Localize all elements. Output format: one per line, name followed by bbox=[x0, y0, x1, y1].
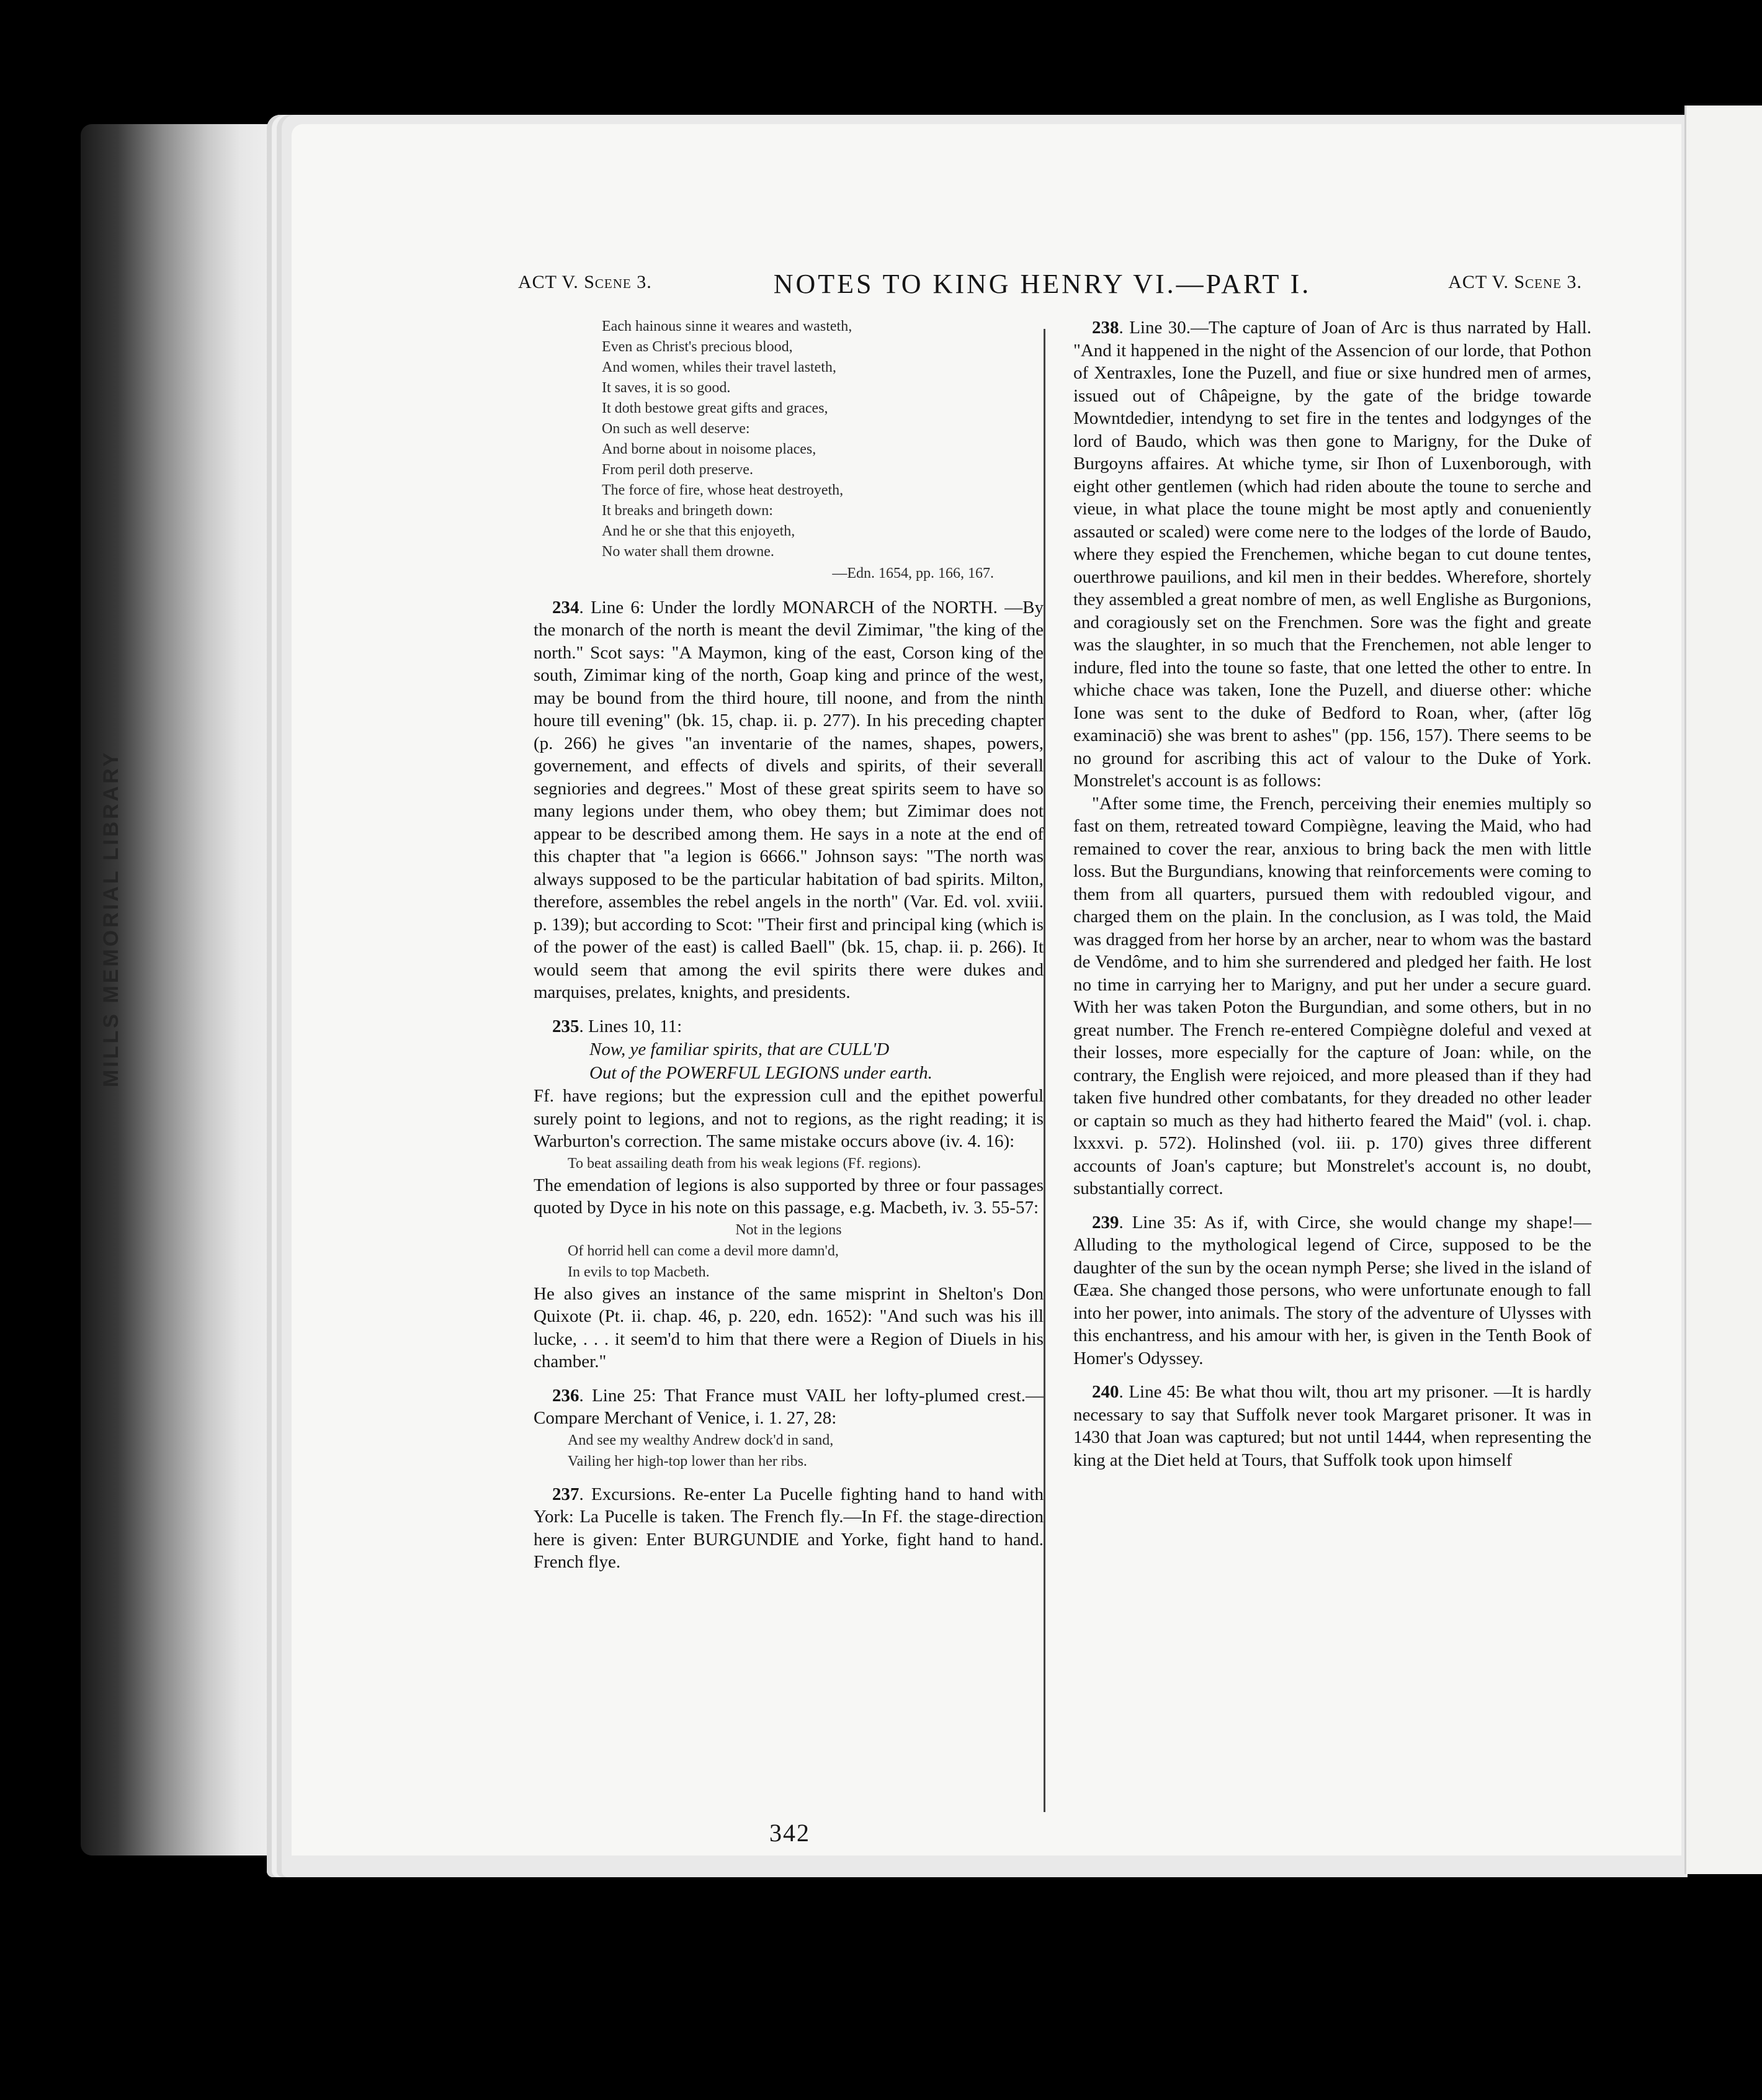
note-text: Line 35: As if, with Circe, she would change my shape!—Alluding to the mythological legend of Circe, supposed to be the daughter of the sun by the ocean nymph Perse; she lived in the island of Œæa. She changed those persons, who were unfortunate enough to fall into her power, into animals. The story of the adventure of Ulysses with this enchantress, and his amour with her, is given in the Tenth Book of Homer's Odyssey. bbox=[1073, 1212, 1592, 1368]
cited-line: In evils to top Macbeth. bbox=[568, 1263, 710, 1280]
note-number: 234 bbox=[552, 597, 579, 617]
header-act-scene-right: ACT V. Scene 3. bbox=[1448, 272, 1582, 292]
verse-line: It saves, it is so good. bbox=[602, 380, 731, 396]
note-235: 235. Lines 10, 11: Now, ye familiar spirits, that are CULL'D Out of the POWERFUL LEGIONS under earth. Ff. have regions; but the expression cull and the epithet powerful surely point to legions, and not to regions, as the right reading; it is Warburton's correction. The same mistake occurs above (iv. 4. 16): To beat assailing death from his weak legions (Ff. regions). The emendation of legions is also supported by three or four passages quoted by Dyce in his note on this passage, e.g. Macbeth, iv. 3. 55-57: Not in the legions Of horrid hell can come a devil more damn'd, In evils to top Macbeth. He also gives an instance of the same misprint in Shelton's Don Quixote (Pt. ii. chap. 46, p. 220, edn. 1652): "And such was his ill lucke, . . . it seem'd to him that there were a Region of Diuels in his chamber." bbox=[534, 1015, 1044, 1373]
note-238: 238. Line 30.—The capture of Joan of Arc is thus narrated by Hall. "And it happened in the night of the Assencion of our lorde, that Pothon of Xentraxles, Ione the Puzell, and fiue or sixe hundred men of armes, issued out of Châpeigne, by the gate of the bridge towarde Mowntdedier, intendyng to set fire in the tentes and lodgynges of the lord of Baudo, which was then gone to Marigny, for the Duke of Burgoyns affaires. At whiche tyme, sir Ihon of Luxenborough, with eight other gentlemen (which had riden aboute the toune to serche and vieue, in what place the toune might be most aptly and conueniently assauted or scaled) were come nere to the lodges of the lorde of Baudo, where they espied the Frenchemen, whiche began to cut doune tentes, ouerthrowe pauilions, and kil men in their beddes. Wherefore, shortely they assembled a great nombre of men, as well Englishe as Burgonions, and coragiously set on the Frenchmen. Sore was the fight and greate was the slaughter, in so much that the Frenchemen, not able lenger to indure, fled into the toune so faste, that one letted the other to entre. In whiche chace was taken, Ione the Puzell, and diuerse other: whiche Ione was sent to the duke of Bedford to Roan, wher, (after lōg examinaciō) she was brent to ashes" (pp. 156, 157). There seems to be no ground for ascribing this act of valour to the Duke of York. Monstrelet's account is as follows: "After some time, the French, perceiving their enemies multiply so fast on them, retreated toward Compiègne, leaving the Maid, who had remained to cover the rear, anxious to bring back the men with little loss. But the Burgundians, knowing that reinforcements were coming to them from all quarters, pursued them with redoubled vigour, and charged them on the plain. In the conclusion, as I was told, the Maid was dragged from her horse by an archer, near to whom was the bastard de Vendôme, and to him she surrendered and pledged her faith. He lost no time in carrying her to Marigny, and put her under a secure guard. With her was taken Poton the Burgundian, and some others, but in no great number. The French re-entered Compiègne doleful and vexed at their losses, more especially for the capture of Joan: while, on the contrary, the English were rejoiced, and more pleased than if they had taken five hundred other combatants, for they dreaded no other leader or captain so much as they had hitherto feared the Maid" (vol. i. chap. lxxxvi. p. 572). Holinshed (vol. iii. p. 170) gives three different accounts of Joan's capture; but Monstrelet's account is, no doubt, substantially correct. bbox=[1073, 316, 1591, 1200]
verse-line: And borne about in noisome places, bbox=[602, 441, 816, 457]
verse-line: Each hainous sinne it weares and wasteth, bbox=[602, 318, 852, 334]
note-text: Lines 10, 11: bbox=[588, 1016, 682, 1036]
note-number: 236 bbox=[552, 1385, 579, 1406]
verse-line: Even as Christ's precious blood, bbox=[602, 339, 793, 355]
note-237: 237. Excursions. Re-enter La Pucelle fighting hand to hand with York: La Pucelle is taken. The French fly.—In Ff. the stage-direction here is given: Enter BURGUNDIE and Yorke, fight hand to hand. French flye. bbox=[534, 1484, 1044, 1572]
cited-line: Vailing her high-top lower than her ribs. bbox=[568, 1453, 807, 1470]
verse-line: And he or she that this enjoyeth, bbox=[602, 523, 795, 539]
note-240: 240. Line 45: Be what thou wilt, thou art my prisoner. —It is hardly necessary to say that Suffolk never took Margaret prisoner. It was in 1430 that Joan was captured; but not until 1444, when representing the king at the Diet held at Tours, that Suffolk took upon himself bbox=[1073, 1382, 1591, 1470]
note-number: 240 bbox=[1092, 1382, 1119, 1402]
right-column bbox=[1073, 316, 1591, 1471]
note-text: Line 25: That France must VAIL her lofty-plumed crest.—Compare Merchant of Venice, i. 1. 27, 28: bbox=[534, 1385, 1044, 1428]
verse-line: The force of fire, whose heat destroyeth, bbox=[602, 482, 844, 498]
header-act-scene-left: ACT V. Scene 3. bbox=[518, 272, 652, 292]
facing-page-edge bbox=[1684, 105, 1762, 1874]
note-text: Excursions. Re-enter La Pucelle fighting hand to hand with York: La Pucelle is taken. The French fly.—In Ff. the stage-direction here is given: Enter BURGUNDIE and Yorke, fight hand to hand. French flye. bbox=[534, 1484, 1044, 1572]
note-number: 238 bbox=[1092, 318, 1119, 338]
note-text: Line 45: Be what thou wilt, thou art my prisoner. —It is hardly necessary to say that Suffolk never took Margaret prisoner. It was in 1430 that Joan was captured; but not until 1444, when representing the king at the Diet held at Tours, that Suffolk took upon himself bbox=[1073, 1382, 1591, 1470]
page-number: 342 bbox=[769, 1819, 810, 1847]
verse-line: From peril doth preserve. bbox=[602, 462, 753, 478]
verse-line: It breaks and bringeth down: bbox=[602, 503, 773, 519]
note-236: 236. Line 25: That France must VAIL her lofty-plumed crest.—Compare Merchant of Venice, i. 1. 27, 28: And see my wealthy Andrew dock'd in sand, Vailing her high-top lower than her ribs. bbox=[534, 1384, 1044, 1472]
cited-line: And see my wealthy Andrew dock'd in sand, bbox=[568, 1432, 834, 1448]
note-text: He also gives an instance of the same misprint in Shelton's Don Quixote (Pt. ii. chap. 46, p. 220, edn. 1652): "And such was his ill lucke, . . . it seem'd to him that there were a Region of Diuels in his chamber." bbox=[534, 1283, 1044, 1371]
verse-line: It doth bestowe great gifts and graces, bbox=[602, 400, 828, 416]
cited-line: To beat assailing death from his weak legions (Ff. regions). bbox=[568, 1155, 921, 1172]
left-column bbox=[534, 316, 1044, 1574]
note-text: Line 30.—The capture of Joan of Arc is thus narrated by Hall. "And it happened in the night of the Assencion of our lorde, that Pothon of Xentraxles, Ione the Puzell, and fiue or sixe hundred men of armes, issued out of Châpeigne, by the gate of the bridge towarde Mowntdedier, intendyng to set fire in the tentes and lodgynges of the lord of Baudo, which was then gone to Marigny, for the Duke of Burgoyns affaires. At whiche tyme, sir Ihon of Luxenborough, with eight other gentlemen (which had riden aboute the toune to serche and vieue, in what place the toune might be most aptly and conueniently assauted or scaled) were come nere to the lodges of the lorde of Baudo, where they espied the Frenchemen, whiche began to cut doune tentes, ouerthrowe pauilions, and kil men in their beddes. Wherefore, shortely they assembled a great nombre of men, as well Englishe as Burgonions, and coragiously set on the Frenchmen. Sore was the fight and greate was the slaughter, in so much that the Frenchemen, not able lenger to indure, fled into the toune so faste, that one letted the other to entre. In whiche chace was taken, Ione the Puzell, and diuerse other: whiche Ione was sent to the duke of Bedford to Roan, wher, (after lōg examinaciō) she was brent to ashes" (pp. 156, 157). There seems to be no ground for ascribing this act of valour to the Duke of York. Monstrelet's account is as follows: bbox=[1073, 318, 1591, 791]
note-quotation: "After some time, the French, perceiving their enemies multiply so fast on them, retreated toward Compiègne, leaving the Maid, who had remained to cover the rear, anxious to bring back the men with little loss. But the Burgundians, knowing that reinforcements were coming to them from all quarters, pursued them with redoubled vigour, and charged them on the plain. In the conclusion, as I was told, the Maid was dragged from her horse by an archer, near to whom was the bastard de Vendôme, and to him she surrendered and pledged her faith. He lost no time in carrying her to Marigny, and put her under a secure guard. With her was taken Poton the Burgundian, and some others, but in no great number. The French re-entered Compiègne doleful and vexed at their losses, more especially for the capture of Joan: while, on the contrary, the English were rejoiced, and more pleased than if they had taken five hundred other combatants, for they dreaded no other leader or captain so much as they had hitherto feared the Maid" (vol. i. chap. lxxxvi. p. 572). Holinshed (vol. iii. p. 170) gives three different accounts of Joan's capture; but Monstrelet's account is, no doubt, substantially correct. bbox=[1073, 793, 1591, 1198]
note-number: 235 bbox=[552, 1016, 579, 1036]
note-239: 239. Line 35: As if, with Circe, she would change my shape!—Alluding to the mythological legend of Circe, supposed to be the daughter of the sun by the ocean nymph Perse; she lived in the island of Œæa. She changed those persons, who were unfortunate enough to fall into her power, into animals. The story of the adventure of Ulysses with this enchantress, and his amour with her, is given in the Tenth Book of Homer's Odyssey. bbox=[1073, 1212, 1592, 1368]
verse-block bbox=[534, 316, 1044, 585]
note-number: 239 bbox=[1092, 1212, 1119, 1232]
cited-line: Not in the legions bbox=[735, 1221, 842, 1238]
column-divider bbox=[1044, 329, 1045, 1812]
note-text: Line 6: Under the lordly MONARCH of the NORTH. —By the monarch of the north is meant the devil Zimimar, "the king of the north." Scot says: "A Maymon, king of the east, Corson king of the south, Zimimar king of the north, Goap king and prince of the west, may be bound from the third houre, till noone, and from the ninth houre till evening" (bk. 15, chap. ii. p. 277). In his preceding chapter (p. 266) he gives "an inventarie of the names, shapes, powers, governement, and effects of divels and spirits, of their severall segniories and degrees." Most of these great spirits seem to have so many legions under them, who obey them; but Zimimar does not appear to be described among them. He says in a note at the end of this chapter that "a legion is 6666." Johnson says: "The north was always supposed to be the particular habitation of bad spirits. Milton, therefore, assembles the rebel angels in the north" (Var. Ed. vol. xviii. p. 139); but according to Scot: "Their first and principal king (which is of the power of the east) is called Baell" (bk. 15, chap. ii. p. 266). It would seem that among the evil spirits there were dukes and marquises, prelates, knights, and presidents. bbox=[534, 597, 1044, 1002]
library-stamp: MILLS MEMORIAL LIBRARY bbox=[99, 750, 123, 1087]
note-text: Ff. have regions; but the expression cull and the epithet powerful surely point to legions, and not to regions, as the right reading; it is Warburton's correction. The same mistake occurs above (iv. 4. 16): bbox=[534, 1086, 1044, 1151]
quoted-line: Out of the POWERFUL LEGIONS under earth. bbox=[589, 1063, 932, 1083]
note-234: 234. Line 6: Under the lordly MONARCH of the NORTH. —By the monarch of the north is meant the devil Zimimar, "the king of the north." Scot says: "A Maymon, king of the east, Corson king of the south, Zimimar king of the north, Goap king and prince of the west, may be bound from the third houre, till noone, and from the ninth houre till evening" (bk. 15, chap. ii. p. 277). In his preceding chapter (p. 266) he gives "an inventarie of the names, shapes, powers, governement, and effects of divels and spirits, of their severall segniories and degrees." Most of these great spirits seem to have so many legions under them, who obey them; but Zimimar does not appear to be described among them. He says in a note at the end of this chapter that "a legion is 6666." Johnson says: "The north was always supposed to be the particular habitation of bad spirits. Milton, therefore, assembles the rebel angels in the north" (Var. Ed. vol. xviii. p. 139); but according to Scot: "Their first and principal king (which is of the power of the east) is called Baell" (bk. 15, chap. ii. p. 266). It would seem that among the evil spirits there were dukes and marquises, prelates, knights, and presidents. bbox=[534, 597, 1044, 1002]
cited-line: Of horrid hell can come a devil more damn'd, bbox=[568, 1242, 839, 1259]
quoted-line: Now, ye familiar spirits, that are CULL'D bbox=[589, 1039, 890, 1059]
verse-line: No water shall them drowne. bbox=[602, 544, 774, 560]
running-header bbox=[509, 268, 1582, 305]
header-title: NOTES TO KING HENRY VI.—PART I. bbox=[773, 269, 1312, 299]
note-number: 237 bbox=[552, 1484, 579, 1504]
verse-attribution: —Edn. 1654, pp. 166, 167. bbox=[832, 565, 994, 581]
note-text: The emendation of legions is also supported by three or four passages quoted by Dyce in his note on this passage, e.g. Macbeth, iv. 3. 55-57: bbox=[534, 1175, 1044, 1218]
verse-line: And women, whiles their travel lasteth, bbox=[602, 359, 836, 375]
verse-line: On such as well deserve: bbox=[602, 421, 750, 437]
